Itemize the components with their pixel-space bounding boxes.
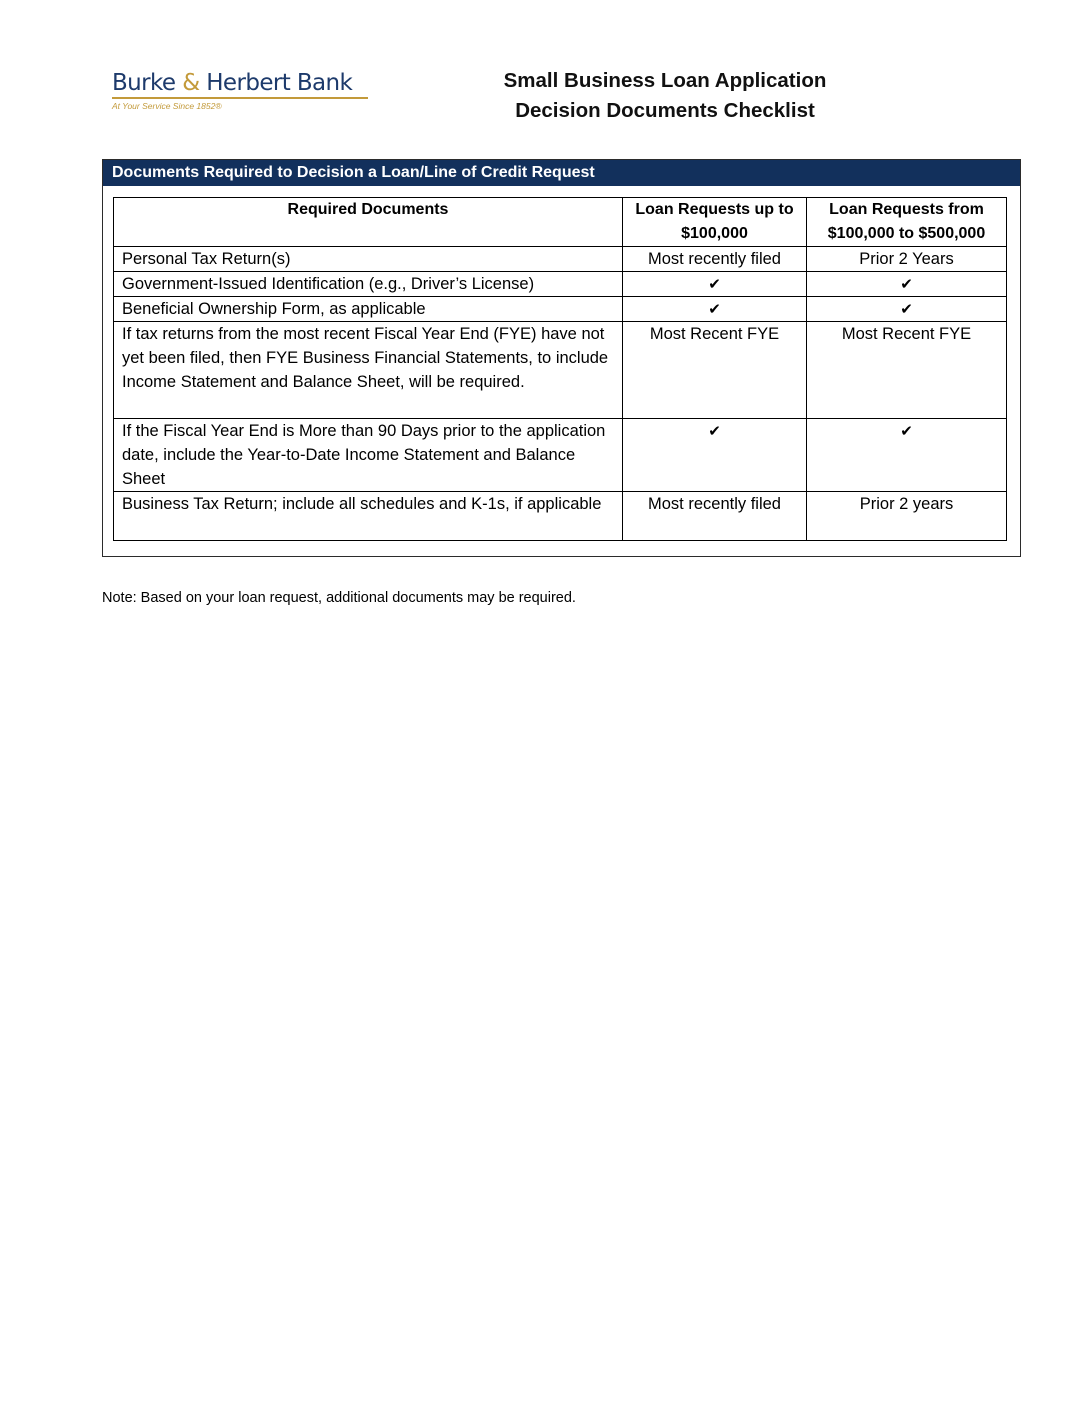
checkmark-icon: ✔ <box>708 300 721 318</box>
row-100k-to-500k <box>807 419 1007 492</box>
checkmark-icon: ✔ <box>900 275 913 293</box>
footnote: Note: Based on your loan request, additional documents may be required. <box>102 590 576 606</box>
row-100k-to-500k <box>807 272 1007 297</box>
table-row <box>114 297 1007 322</box>
row-up-to-100k: Most recently filed <box>623 247 807 272</box>
bank-logo <box>112 70 372 111</box>
row-up-to-100k <box>623 419 807 492</box>
logo-name-part2: Herbert Bank <box>199 70 353 96</box>
header-required-documents: Required Documents <box>114 198 623 247</box>
table-header-row <box>114 198 1007 247</box>
row-document: Beneficial Ownership Form, as applicable <box>114 297 623 322</box>
logo-name-part1: Burke <box>112 70 183 96</box>
logo-tagline: At Your Service Since 1852® <box>112 101 222 111</box>
row-100k-to-500k: Prior 2 years <box>807 492 1007 541</box>
bank-logo-wordmark <box>112 70 372 96</box>
row-100k-to-500k: Most Recent FYE <box>807 322 1007 419</box>
row-up-to-100k: Most Recent FYE <box>623 322 807 419</box>
row-document: Government-Issued Identification (e.g., Driver’s License) <box>114 272 623 297</box>
row-up-to-100k: Most recently filed <box>623 492 807 541</box>
table-row <box>114 272 1007 297</box>
checkmark-icon: ✔ <box>900 300 913 318</box>
page-title <box>420 66 910 126</box>
header-loan-100k-to-500k: Loan Requests from $100,000 to $500,000 <box>807 198 1007 247</box>
row-document: If the Fiscal Year End is More than 90 Days prior to the application date, include the Year-to-Date Income Statement and Balance Sheet <box>114 419 623 492</box>
table-row <box>114 247 1007 272</box>
required-documents-panel <box>102 159 1021 557</box>
required-documents-table <box>113 197 1007 541</box>
row-100k-to-500k <box>807 297 1007 322</box>
logo-ampersand: & <box>182 70 200 96</box>
row-document: Business Tax Return; include all schedules and K-1s, if applicable <box>114 492 623 541</box>
title-line-2: Decision Documents Checklist <box>515 99 815 122</box>
logo-underline <box>112 97 368 99</box>
table-row <box>114 419 1007 492</box>
row-100k-to-500k: Prior 2 Years <box>807 247 1007 272</box>
row-up-to-100k <box>623 297 807 322</box>
table-row <box>114 492 1007 541</box>
row-document: If tax returns from the most recent Fiscal Year End (FYE) have not yet been filed, then FYE Business Financial Statements, to include Income Statement and Balance Sheet, will be required. <box>114 322 623 419</box>
title-line-1: Small Business Loan Application <box>503 69 827 92</box>
checkmark-icon: ✔ <box>708 422 721 440</box>
checkmark-icon: ✔ <box>708 275 721 293</box>
row-document: Personal Tax Return(s) <box>114 247 623 272</box>
header-loan-up-to-100k: Loan Requests up to $100,000 <box>623 198 807 247</box>
table-row <box>114 322 1007 419</box>
checkmark-icon: ✔ <box>900 422 913 440</box>
row-up-to-100k <box>623 272 807 297</box>
panel-header: Documents Required to Decision a Loan/Line of Credit Request <box>103 160 1020 186</box>
